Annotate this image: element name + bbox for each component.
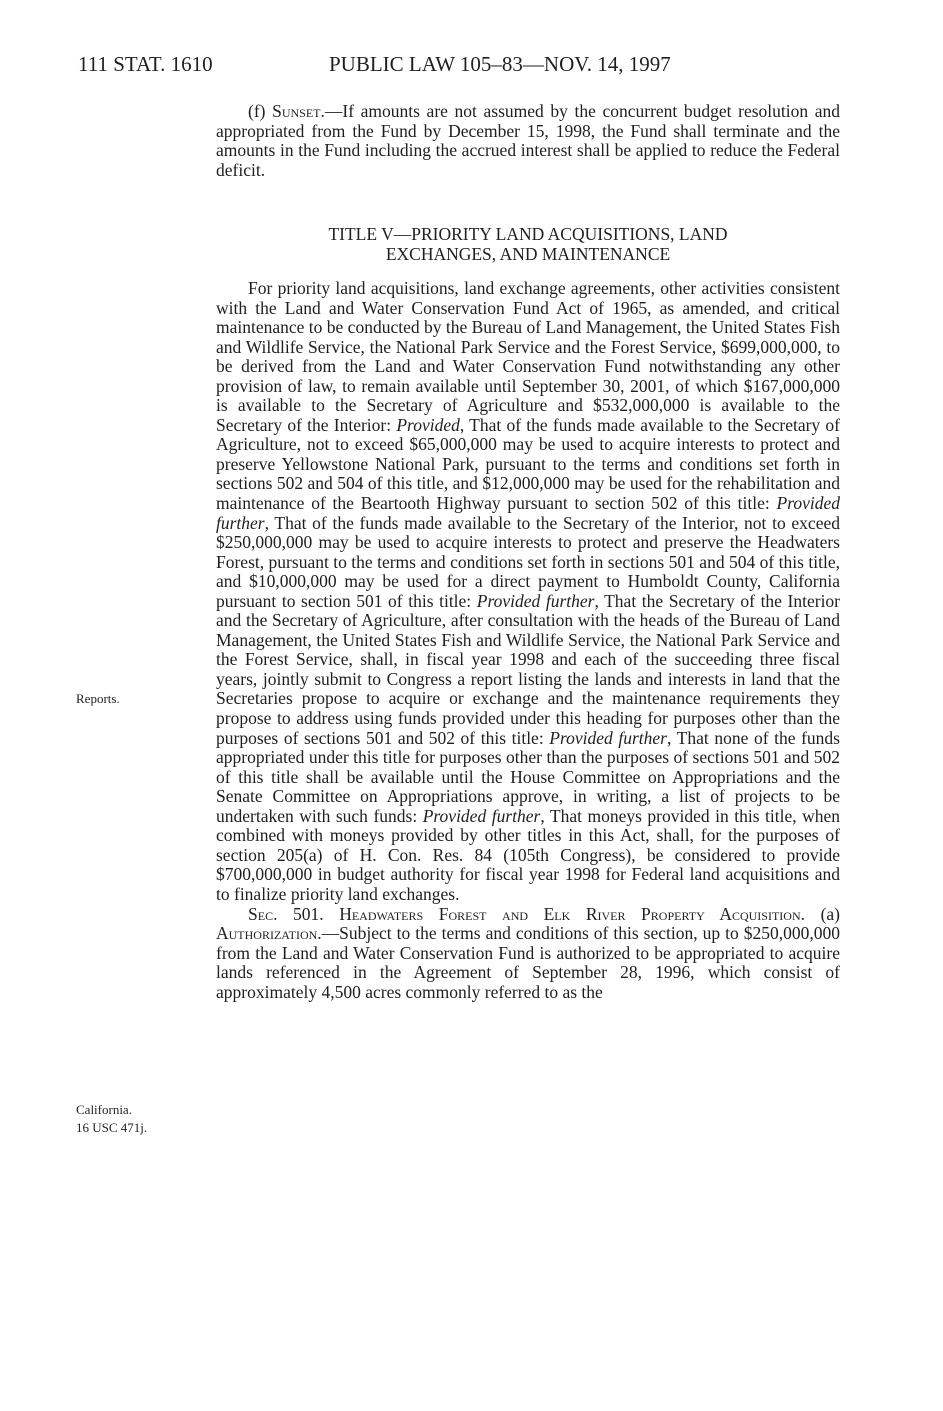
proviso-term: Provided further bbox=[216, 493, 840, 533]
title-v-body bbox=[216, 279, 840, 1002]
margin-note-california: California. bbox=[76, 1102, 132, 1117]
section-501-paragraph bbox=[216, 905, 840, 1003]
text-segment: , That of the funds made available to the Secretary of Agriculture, not to exceed $65,000,000 may be used to acquire interests to protect and preserve Yellowstone National Park, pursuant to the terms and conditions set forth in sections 502 and 504 of this title, and $12,000,000 may be used for the rehabilitation and maintenance of the Beartooth Highway pursuant to section 502 of this title: bbox=[216, 414, 840, 514]
title-v-line-2: EXCHANGES, AND MAINTENANCE bbox=[385, 244, 671, 264]
title-v-line-1: TITLE V—PRIORITY LAND ACQUISITIONS, LAND bbox=[328, 224, 728, 244]
margin-note-reports: Reports. bbox=[76, 691, 120, 706]
title-v-heading bbox=[216, 224, 840, 264]
page-header bbox=[78, 52, 738, 84]
section-number: Sec. 501. bbox=[248, 903, 324, 924]
margin-note-usc: 16 USC 471j. bbox=[76, 1120, 148, 1135]
stat-reference: 111 STAT. 1610 bbox=[78, 52, 213, 76]
appropriation-paragraph bbox=[216, 279, 840, 905]
text-segment: , That moneys provided in this title, when combined with moneys provided by other titles in this Act, shall, for the purposes of section 205(a) of H. Con. Res. 84 (105th Congress), be considered to provide $700,000,000 in budget authority for fiscal year 1998 for Federal land acquisitions and to finalize priority land exchanges. bbox=[216, 805, 841, 904]
text-segment: , That the Secretary of the Interior and the Secretary of Agriculture, after consultation with the heads of the Bureau of Land Management, the United States Fish and Wildlife Service, the National Park Service and the Forest Service, shall, in fiscal year 1998 and each of the succeeding three fiscal years, jointly submit to Congress a report listing the lands and interests in land that the Secretaries propose to acquire or exchange and the maintenance requirements they propose to address using funds provided under this heading for purposes other than the purposes of sections 501 and 502 of this title: bbox=[216, 590, 841, 748]
text-segment: , That none of the funds appropriated under this title for purposes other than the purposes of sections 501 and 502 of this title shall be available until the House Committee on Appropriations and the Senate Committee on Appropriations approve, in writing, a list of projects to be undertaken with such funds: bbox=[216, 727, 840, 826]
subsection-heading: Authorization bbox=[216, 923, 318, 944]
proviso-term: Provided further bbox=[476, 590, 595, 611]
section-501-body: .—Subject to the terms and conditions of this section, up to $250,000,000 from the Land and Water Conservation Fund is authorized to be appropriated to acquire lands referenced in the Agreement of September 28, 1996, which consist of approximately 4,500 acres commonly referred to as the bbox=[216, 923, 840, 1002]
text-segment: For priority land acquisitions, land exchange agreements, other activities consistent with the Land and Water Conservation Fund Act of 1965, as amended, and critical maintenance to be conducted by the Bureau of Land Management, the United States Fish and Wildlife Service, the National Park Service and the Forest Service, $699,000,000, to be derived from the Land and Water Conservation Fund notwithstanding any other provision of law, to remain available until September 30, 2001, of which $167,000,000 is available to the Secretary of Agriculture and $532,000,000 is available to the Secretary of the Interior: bbox=[216, 278, 840, 435]
section-heading: Headwaters Forest and Elk River Property Acquisition bbox=[339, 903, 801, 924]
public-law-title: PUBLIC LAW 105–83—NOV. 14, 1997 bbox=[329, 52, 671, 76]
proviso-term: Provided further bbox=[549, 727, 667, 748]
sunset-label: (f) bbox=[248, 101, 273, 121]
subsection-label: . (a) bbox=[800, 903, 840, 924]
sunset-body: .—If amounts are not assumed by the concurrent budget resolution and appropriated from the Fund by December 15, 1998, the Fund shall terminate and the amounts in the Fund including the accrued interest shall be applied to reduce the Federal deficit. bbox=[216, 101, 840, 180]
sunset-paragraph bbox=[216, 102, 840, 180]
sunset-heading: Sunset bbox=[272, 101, 321, 121]
proviso-term: Provided bbox=[396, 414, 460, 435]
proviso-term: Provided further bbox=[422, 805, 541, 826]
sunset-section bbox=[216, 102, 840, 180]
text-segment: , That of the funds made available to the Secretary of the Interior, not to exceed $250,000,000 may be used to acquire interests to protect and preserve the Headwaters Forest, pursuant to the terms and conditions set forth in sections 501 and 504 of this title, and $10,000,000 may be used for a direct payment to Humboldt County, California pursuant to section 501 of this title: bbox=[216, 512, 840, 611]
